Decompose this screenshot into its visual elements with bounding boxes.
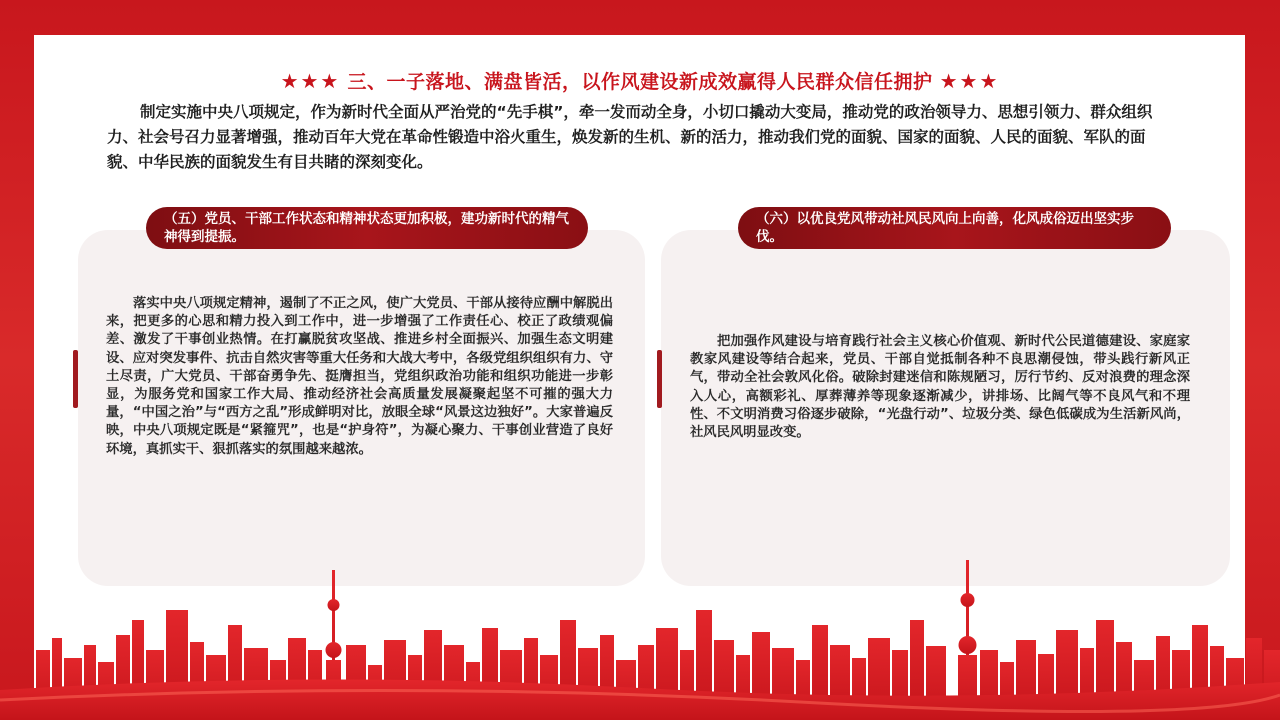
panel-accent-bar-right [657, 350, 662, 408]
section-heading-right: （六）以优良党风带动社风民风向上向善，化风成俗迈出坚实步伐。 [738, 207, 1171, 249]
intro-paragraph: 制定实施中央八项规定，作为新时代全面从严治党的“先手棋”，牵一发而动全身，小切口撬动大变局，推动党的政治领导力、思想引领力、群众组织力、社会号召力显著增强，推动百年大党在革命性锻造中浴火重生，焕发新的生机、新的活力，推动我们党的面貌、国家的面貌、人民的面貌、军队的面貌、中华民族的面貌发生有目共睹的深刻变化。 [107, 103, 1153, 171]
star-icons-right: ★★★ [939, 69, 1000, 93]
section-heading-left: （五）党员、干部工作状态和精神状态更加积极，建功新时代的精气神得到提振。 [146, 207, 588, 249]
city-skyline-decoration [0, 550, 1280, 720]
title-text: 三、一子落地、满盘皆活，以作风建设新成效赢得人民群众信任拥护 [347, 71, 933, 93]
section-body-right: 把加强作风建设与培育践行社会主义核心价值观、新时代公民道德建设、家庭家教家风建设等结合起来，党员、干部自觉抵制各种不良思潮侵蚀，带头践行新风正气，带动全社会敦风化俗。破除封建迷信和陈规陋习，厉行节约、反对浪费的理念深入人心，高额彩礼、厚葬薄养等现象逐渐减少，讲排场、比阔气等不良风气和不理性、不文明消费习俗逐步破除，“光盘行动”、垃圾分类、绿色低碳成为生活新风尚，社风民风明显改变。 [690, 334, 1190, 441]
star-icons-left: ★★★ [280, 69, 341, 93]
section-body-left: 落实中央八项规定精神，遏制了不正之风，使广大党员、干部从接待应酬中解脱出来，把更多的心思和精力投入到工作中，进一步增强了工作责任心、校正了政绩观偏差、激发了干事创业热情。在打赢脱贫攻坚战、推进乡村全面振兴、加强生态文明建设、应对突发事件、抗击自然灾害等重大任务和大战大考中，各级党组织组织有力、守土尽责，广大党员、干部奋勇争先、挺膺担当，党组织政治功能和组织功能进一步彰显，为服务党和国家工作大局、推动经济社会高质量发展凝聚起坚不可摧的强大力量，“中国之治”与“西方之乱”形成鲜明对比，放眼全球“风景这边独好”。大家普遍反映，中央八项规定既是“紧箍咒”，也是“护身符”，为凝心聚力、干事创业营造了良好环境，真抓实干、狠抓落实的氛围越来越浓。 [106, 296, 613, 457]
slide-title [0, 67, 1280, 94]
panel-accent-bar-left [73, 350, 78, 408]
